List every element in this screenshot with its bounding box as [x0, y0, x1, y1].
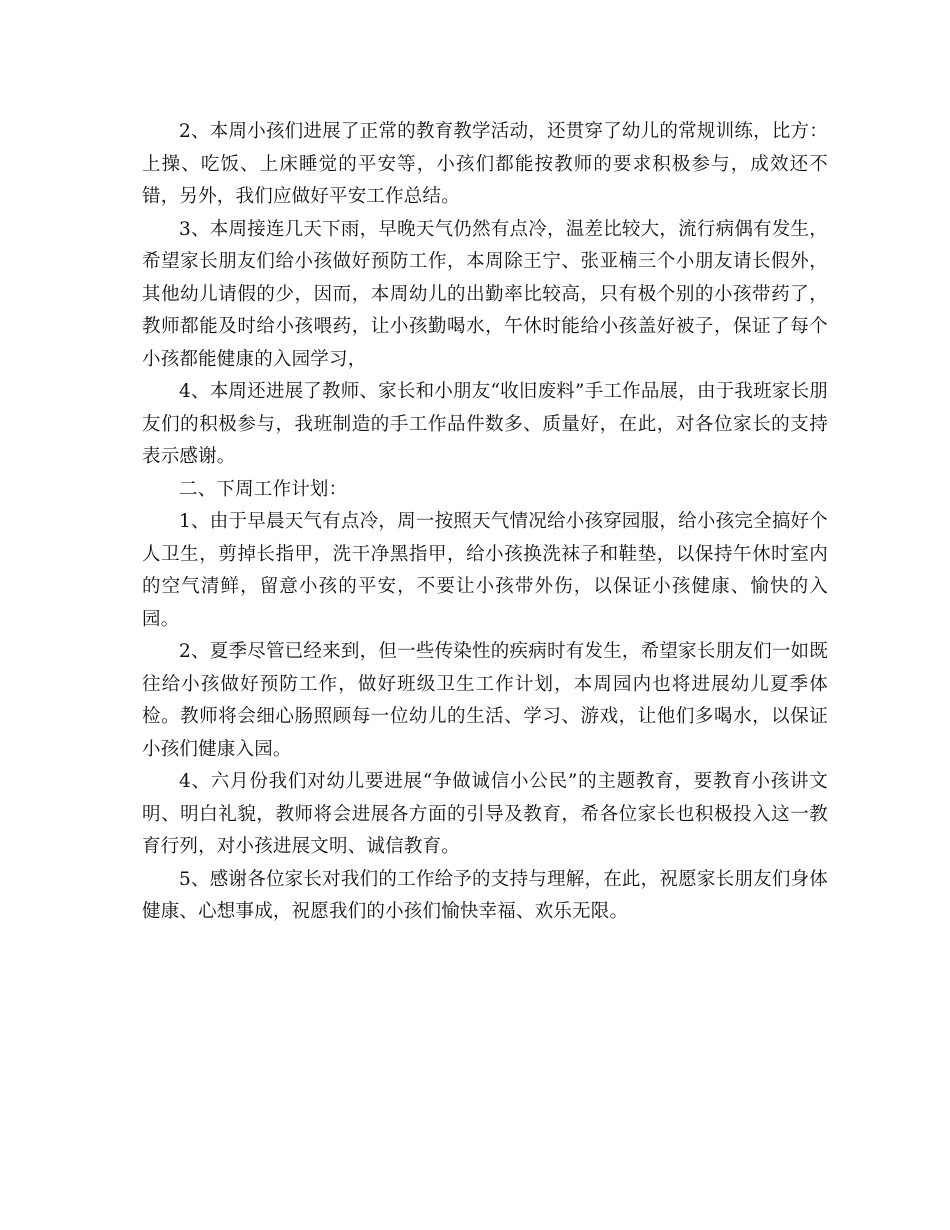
paragraph-week-activities: 2、本周小孩们进展了正常的教育教学活动，还贯穿了幼儿的常规训练，比方：上操、吃饭、上床睡觉的平安等，小孩们都能按教师的要求积极参与，成效还不错，另外，我们应做好平安工作总结。: [142, 121, 828, 207]
document-body: [142, 116, 828, 929]
paragraph-weather-attendance: 3、本周接连几天下雨，早晚天气仍然有点冷，温差比较大，流行病偶有发生，希望家长朋友们给小孩做好预防工作，本周除王宁、张亚楠三个小朋友请长假外，其他幼儿请假的少，因而，本周幼儿的出勤率比较高，只有极个别的小孩带药了，教师都能及时给小孩喂药，让小孩勤喝水，午休时能给小孩盖好被子，保证了每个小孩都能健康的入园学习，: [142, 218, 828, 370]
section-heading-next-week-plan: 二、下周工作计划：: [179, 478, 348, 500]
paragraph-integrity-education: 4、六月份我们对幼儿要进展“争做诚信小公民”的主题教育，要教育小孩讲文明、明白礼貌，教师将会进展各方面的引导及教育，希各位家长也积极投入这一教育行列，对小孩进展文明、诚信教育。: [142, 771, 828, 857]
paragraph-hygiene-plan: 1、由于早晨天气有点冷，周一按照天气情况给小孩穿园服，给小孩完全搞好个人卫生，剪掉长指甲，洗干净黑指甲，给小孩换洗袜子和鞋垫，以保持午休时室内的空气清鲜，留意小孩的平安，不要让小孩带外伤，以保证小孩健康、愉快的入园。: [142, 511, 828, 630]
paragraph-thanks: 5、感谢各位家长对我们的工作给予的支持与理解，在此，祝愿家长朋友们身体健康、心想事成，祝愿我们的小孩们愉快幸福、欢乐无限。: [142, 868, 828, 922]
paragraph-handicraft-exhibition: 4、本周还进展了教师、家长和小朋友“收旧废料”手工作品展，由于我班家长朋友们的积极参与，我班制造的手工作品件数多、质量好，在此，对各位家长的支持表示感谢。: [142, 381, 828, 467]
paragraph-disease-prevention: 2、夏季尽管已经来到，但一些传染性的疾病时有发生，希望家长朋友们一如既往给小孩做好预防工作，做好班级卫生工作计划，本周园内也将进展幼儿夏季体检。教师将会细心肠照顾每一位幼儿的生活、学习、游戏，让他们多喝水，以保证小孩们健康入园。: [142, 641, 828, 760]
